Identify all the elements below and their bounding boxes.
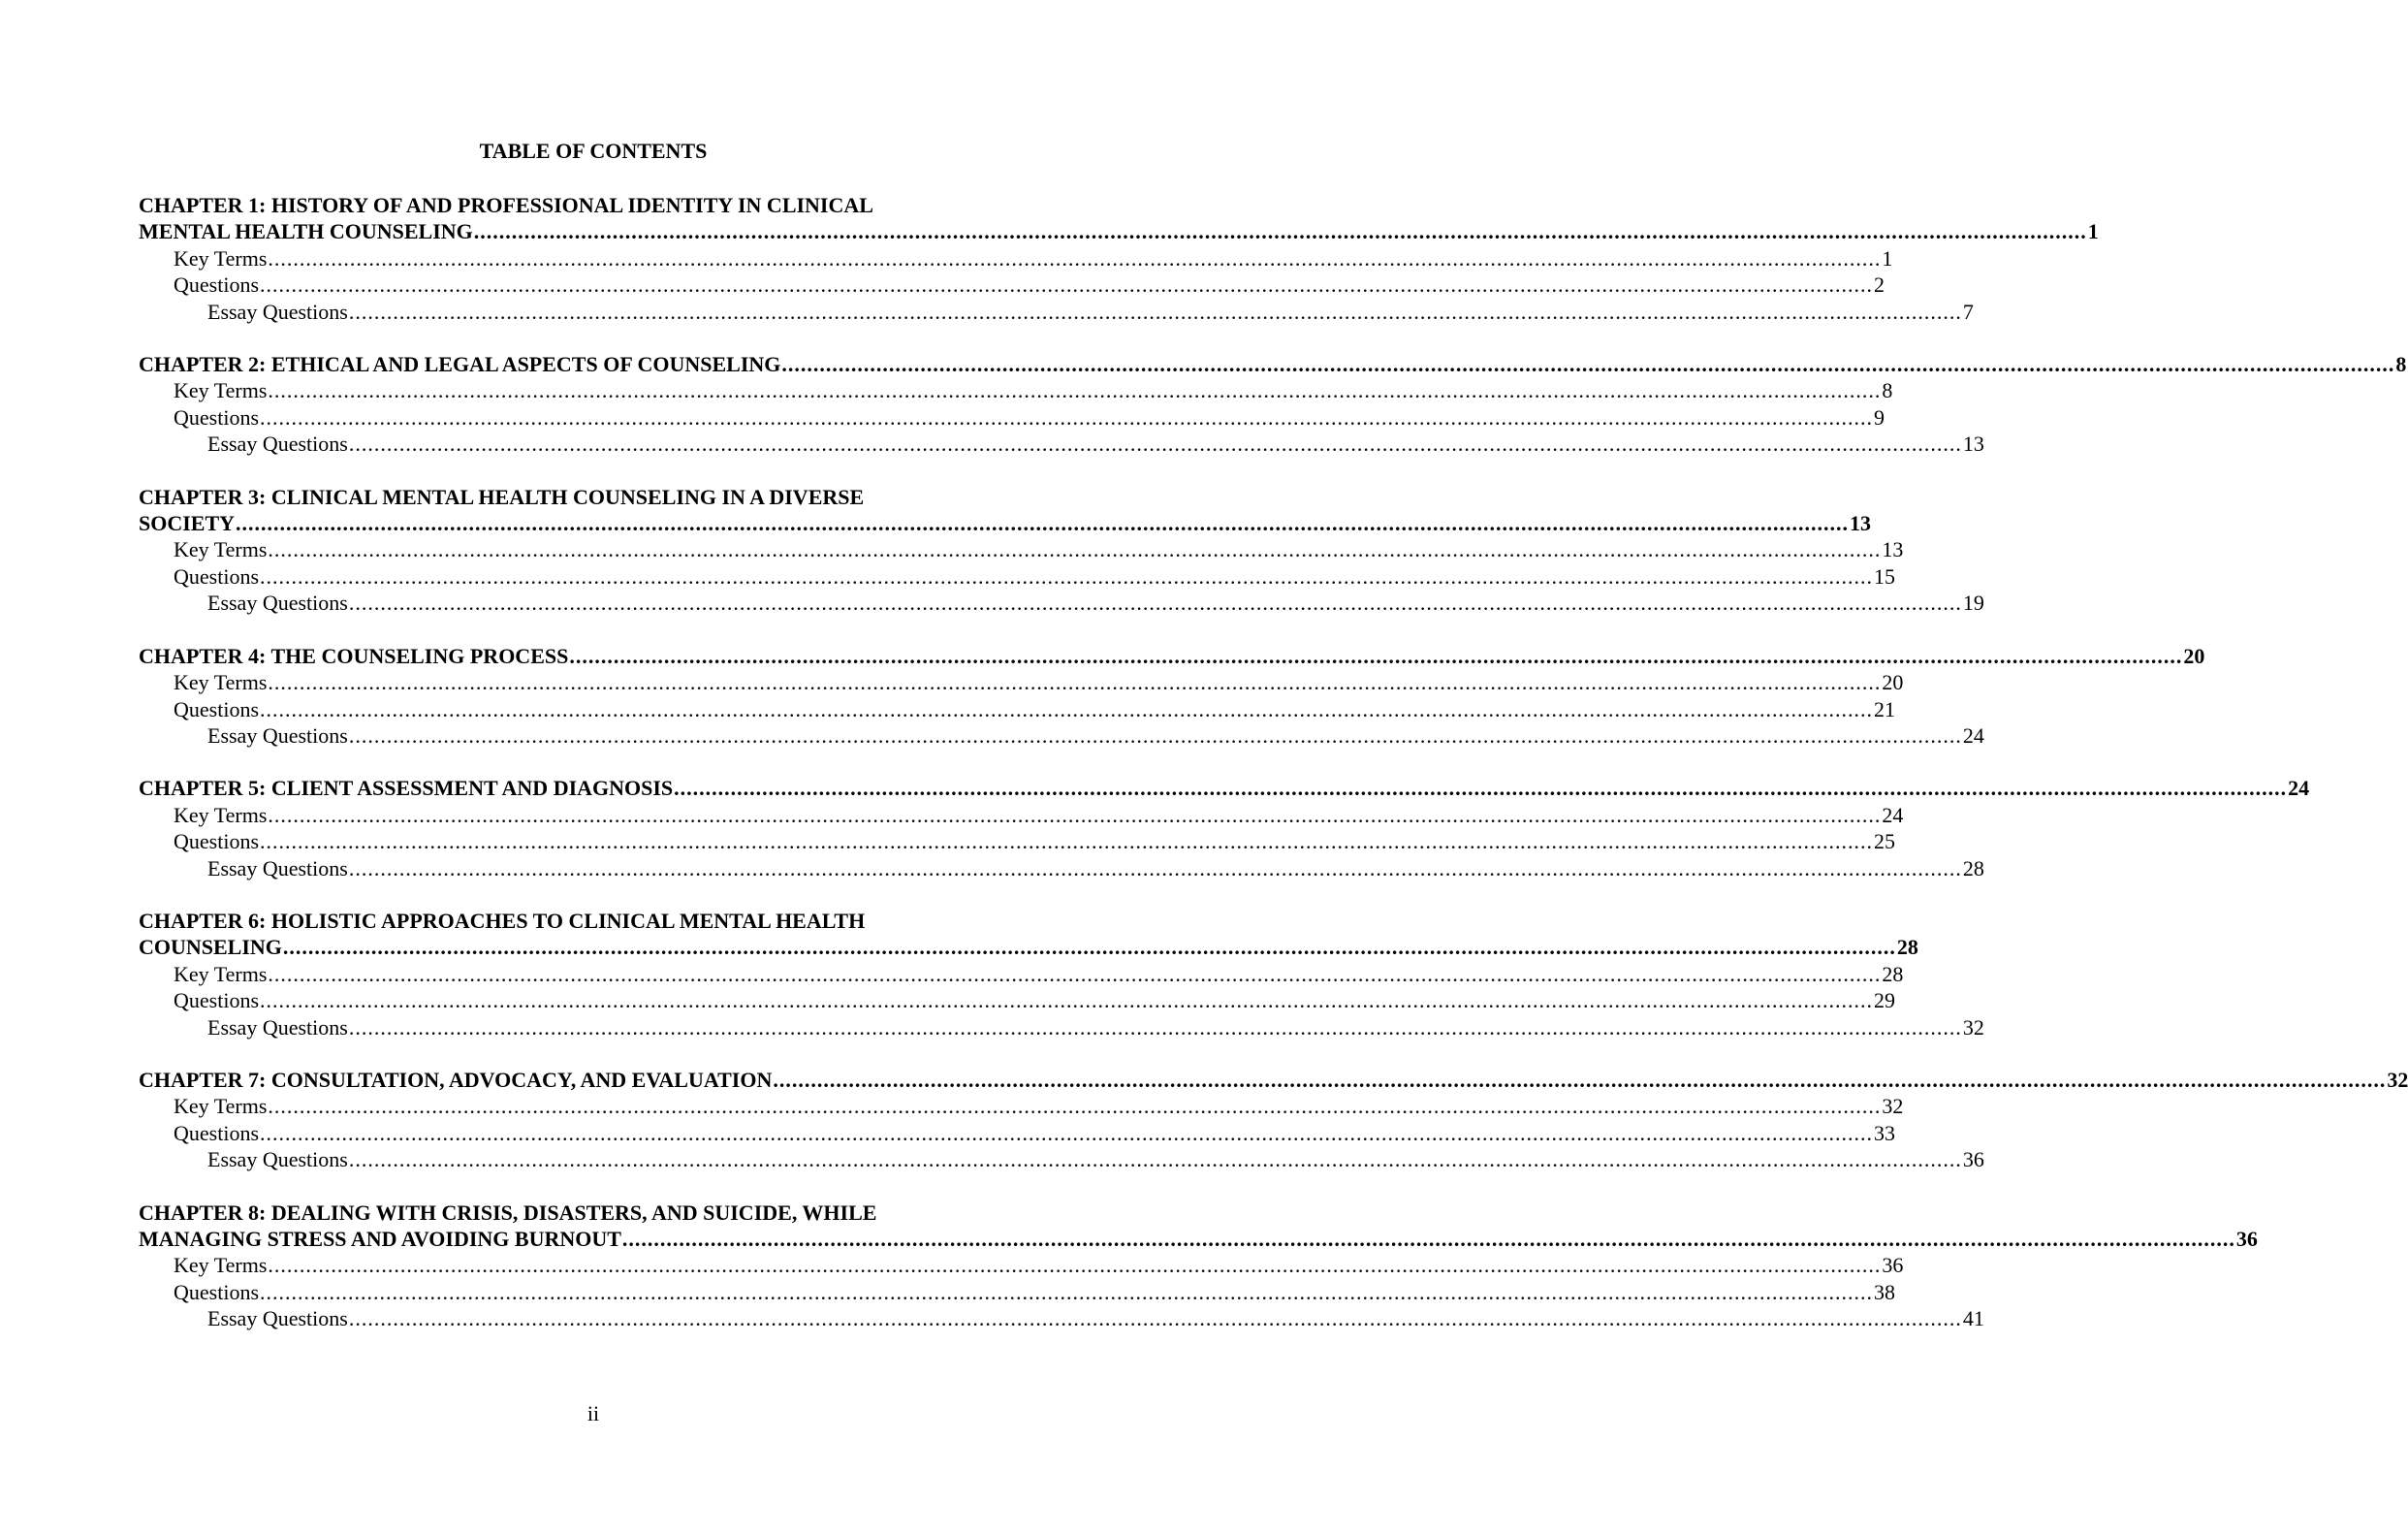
- entry-label: Essay Questions: [207, 722, 348, 748]
- dot-leader: ................................................................................................................................................................................................................................................................: [268, 1094, 1882, 1119]
- toc-entry-essay-questions[interactable]: [139, 855, 1984, 881]
- dot-leader: ................................................................................................................................................................................................................................................................: [236, 511, 1850, 536]
- dot-leader: ................................................................................................................................................................................................................................................................: [773, 1067, 2387, 1092]
- page-ref: 21: [1874, 696, 1895, 721]
- entry-label: Key Terms: [174, 378, 268, 403]
- page-ref: 13: [1962, 432, 1984, 457]
- entry-label: Key Terms: [174, 245, 268, 271]
- chapter-title: CHAPTER 5: CLIENT ASSESSMENT AND DIAGNOSIS: [139, 776, 674, 801]
- toc-entry-key-terms[interactable]: [139, 669, 1904, 695]
- page-ref: 7: [1962, 299, 1974, 324]
- page-ref: 25: [1874, 829, 1895, 854]
- entry-label: Key Terms: [174, 802, 268, 827]
- entry-label: Essay Questions: [207, 855, 348, 880]
- entry-label: Key Terms: [174, 670, 268, 695]
- toc-entry-essay-questions[interactable]: [139, 1305, 1984, 1331]
- dot-leader: ................................................................................................................................................................................................................................................................: [674, 776, 2288, 801]
- entry-label: Essay Questions: [207, 1014, 348, 1040]
- toc-chapter-6: [139, 908, 1984, 1040]
- page-ref: 28: [1896, 935, 1918, 960]
- chapter-title: COUNSELING: [139, 935, 282, 960]
- chapter-title-line[interactable]: CHAPTER 6: HOLISTIC APPROACHES TO CLINICAL MENTAL HEALTH: [139, 908, 866, 933]
- chapter-title-line[interactable]: CHAPTER 1: HISTORY OF AND PROFESSIONAL IDENTITY IN CLINICAL: [139, 193, 873, 217]
- dot-leader: ................................................................................................................................................................................................................................................................: [260, 988, 1873, 1013]
- chapter-entry[interactable]: [139, 643, 2205, 669]
- page-ref: 38: [1874, 1279, 1895, 1304]
- chapter-title: CHAPTER 7: CONSULTATION, ADVOCACY, AND EVALUATION: [139, 1067, 773, 1092]
- page-ref: 24: [1882, 802, 1904, 827]
- page-ref: 32: [2387, 1067, 2408, 1092]
- page-ref: 24: [2288, 776, 2310, 801]
- dot-leader: ................................................................................................................................................................................................................................................................: [348, 722, 1962, 748]
- dot-leader: ................................................................................................................................................................................................................................................................: [268, 961, 1882, 986]
- toc-entry-essay-questions[interactable]: [139, 722, 1984, 749]
- dot-leader: ................................................................................................................................................................................................................................................................: [260, 829, 1873, 854]
- page-title: TABLE OF CONTENTS: [479, 139, 708, 163]
- toc-entry-questions[interactable]: [139, 1279, 1895, 1305]
- dot-leader: ................................................................................................................................................................................................................................................................: [348, 299, 1962, 324]
- chapter-entry[interactable]: [139, 775, 2310, 801]
- toc-entry-key-terms[interactable]: [139, 1252, 1904, 1278]
- chapter-title: CHAPTER 2: ETHICAL AND LEGAL ASPECTS OF COUNSELING: [139, 352, 781, 377]
- dot-leader: ................................................................................................................................................................................................................................................................: [260, 272, 1873, 298]
- page-ref: 2: [1874, 272, 1885, 298]
- entry-label: Questions: [174, 1120, 259, 1145]
- dot-leader: ................................................................................................................................................................................................................................................................: [260, 404, 1873, 430]
- page-ref: 15: [1874, 563, 1895, 589]
- chapter-entry[interactable]: [139, 1067, 2408, 1093]
- toc-entry-key-terms[interactable]: [139, 961, 1904, 987]
- page-ref: 32: [1962, 1014, 1984, 1040]
- page-ref: 41: [1962, 1306, 1984, 1331]
- dot-leader: ................................................................................................................................................................................................................................................................: [260, 696, 1873, 721]
- entry-label: Essay Questions: [207, 1147, 348, 1172]
- entry-label: Key Terms: [174, 961, 268, 986]
- table-of-contents: [139, 192, 2408, 1359]
- page-ref: 13: [1850, 511, 1872, 536]
- toc-chapter-5: [139, 775, 2310, 881]
- toc-entry-essay-questions[interactable]: [139, 299, 1974, 325]
- entry-label: Essay Questions: [207, 299, 348, 324]
- page-ref: 28: [1962, 855, 1984, 880]
- page-ref: 20: [1882, 670, 1904, 695]
- page-ref: 24: [1962, 722, 1984, 748]
- dot-leader: ................................................................................................................................................................................................................................................................: [569, 643, 2183, 668]
- chapter-title: SOCIETY: [139, 511, 236, 536]
- toc-chapter-3: [139, 484, 1984, 617]
- toc-entry-questions[interactable]: [139, 404, 1885, 431]
- dot-leader: ................................................................................................................................................................................................................................................................: [282, 935, 1896, 960]
- toc-entry-key-terms[interactable]: [139, 1093, 1904, 1119]
- toc-chapter-4: [139, 643, 2205, 750]
- dot-leader: ................................................................................................................................................................................................................................................................: [473, 219, 2087, 244]
- toc-entry-essay-questions[interactable]: [139, 590, 1984, 616]
- page-ref: 8: [2395, 352, 2407, 377]
- dot-leader: ................................................................................................................................................................................................................................................................: [260, 1279, 1873, 1304]
- toc-entry-essay-questions[interactable]: [139, 431, 1984, 457]
- page-ref: 36: [1882, 1253, 1904, 1278]
- dot-leader: ................................................................................................................................................................................................................................................................: [268, 378, 1882, 403]
- dot-leader: ................................................................................................................................................................................................................................................................: [348, 1147, 1962, 1172]
- dot-leader: ................................................................................................................................................................................................................................................................: [621, 1227, 2235, 1251]
- toc-entry-questions[interactable]: [139, 696, 1895, 722]
- entry-label: Essay Questions: [207, 1306, 348, 1331]
- toc-chapter-2: [139, 351, 2407, 458]
- chapter-entry[interactable]: [139, 218, 2099, 244]
- dot-leader: ................................................................................................................................................................................................................................................................: [348, 1014, 1962, 1040]
- entry-label: Questions: [174, 563, 259, 589]
- entry-label: Key Terms: [174, 1253, 268, 1278]
- chapter-entry[interactable]: [139, 510, 1872, 536]
- entry-label: Questions: [174, 696, 259, 721]
- toc-entry-questions[interactable]: [139, 272, 1885, 298]
- entry-label: Essay Questions: [207, 432, 348, 457]
- page-ref: 29: [1874, 988, 1895, 1013]
- entry-label: Questions: [174, 988, 259, 1013]
- dot-leader: ................................................................................................................................................................................................................................................................: [260, 1120, 1873, 1145]
- chapter-entry[interactable]: [139, 934, 1918, 960]
- dot-leader: ................................................................................................................................................................................................................................................................: [348, 432, 1962, 457]
- toc-entry-questions[interactable]: [139, 563, 1895, 590]
- page-ref: 32: [1882, 1094, 1904, 1119]
- page-ref: 28: [1882, 961, 1904, 986]
- page-ref: 33: [1874, 1120, 1895, 1145]
- dot-leader: ................................................................................................................................................................................................................................................................: [268, 670, 1882, 695]
- dot-leader: ................................................................................................................................................................................................................................................................: [268, 245, 1882, 271]
- entry-label: Questions: [174, 1279, 259, 1304]
- chapter-entry[interactable]: [139, 1226, 2258, 1252]
- dot-leader: ................................................................................................................................................................................................................................................................: [268, 1253, 1882, 1278]
- toc-chapter-8: [139, 1200, 2258, 1332]
- page-ref: 36: [1962, 1147, 1984, 1172]
- page-ref: 19: [1962, 591, 1984, 616]
- toc-entry-key-terms[interactable]: [139, 245, 1893, 272]
- page-ref: 8: [1882, 378, 1893, 403]
- chapter-title-line[interactable]: CHAPTER 3: CLINICAL MENTAL HEALTH COUNSELING IN A DIVERSE: [139, 484, 865, 509]
- entry-label: Questions: [174, 829, 259, 854]
- chapter-title: CHAPTER 4: THE COUNSELING PROCESS: [139, 643, 569, 668]
- toc-chapter-7: [139, 1067, 2408, 1173]
- dot-leader: ................................................................................................................................................................................................................................................................: [348, 591, 1962, 616]
- toc-entry-questions[interactable]: [139, 1120, 1895, 1146]
- chapter-title: MENTAL HEALTH COUNSELING: [139, 219, 473, 244]
- dot-leader: ................................................................................................................................................................................................................................................................: [268, 537, 1882, 562]
- toc-entry-key-terms[interactable]: [139, 536, 1904, 562]
- page-ref: 1: [2087, 219, 2099, 244]
- page-ref: 1: [1882, 245, 1893, 271]
- dot-leader: ................................................................................................................................................................................................................................................................: [348, 855, 1962, 880]
- page-number: ii: [586, 1401, 600, 1425]
- page-ref: 20: [2183, 643, 2205, 668]
- toc-entry-questions[interactable]: [139, 828, 1895, 854]
- entry-label: Essay Questions: [207, 591, 348, 616]
- entry-label: Key Terms: [174, 1094, 268, 1119]
- dot-leader: ................................................................................................................................................................................................................................................................: [260, 563, 1873, 589]
- page-ref: 9: [1874, 404, 1885, 430]
- entry-label: Questions: [174, 404, 259, 430]
- page-ref: 13: [1882, 537, 1904, 562]
- toc-entry-key-terms[interactable]: [139, 802, 1904, 828]
- chapter-entry[interactable]: [139, 351, 2407, 377]
- dot-leader: ................................................................................................................................................................................................................................................................: [268, 802, 1882, 827]
- dot-leader: ................................................................................................................................................................................................................................................................: [781, 352, 2395, 377]
- dot-leader: ................................................................................................................................................................................................................................................................: [348, 1306, 1962, 1331]
- toc-entry-essay-questions[interactable]: [139, 1014, 1984, 1040]
- entry-label: Key Terms: [174, 537, 268, 562]
- page-ref: 36: [2235, 1227, 2258, 1251]
- chapter-title-line[interactable]: CHAPTER 8: DEALING WITH CRISIS, DISASTERS, AND SUICIDE, WHILE: [139, 1200, 877, 1225]
- chapter-title: MANAGING STRESS AND AVOIDING BURNOUT: [139, 1227, 621, 1251]
- toc-entry-essay-questions[interactable]: [139, 1146, 1984, 1172]
- toc-entry-questions[interactable]: [139, 987, 1895, 1013]
- toc-chapter-1: [139, 192, 2099, 325]
- toc-entry-key-terms[interactable]: [139, 377, 1893, 403]
- entry-label: Questions: [174, 272, 259, 298]
